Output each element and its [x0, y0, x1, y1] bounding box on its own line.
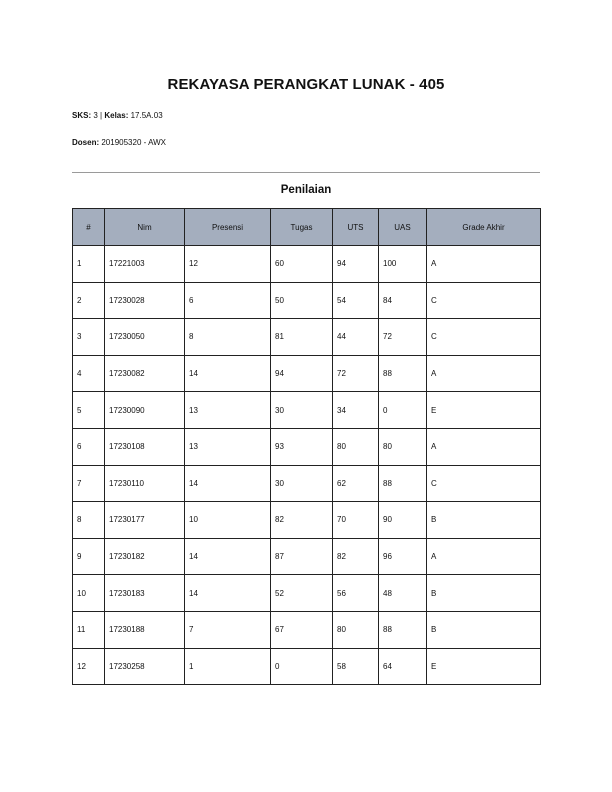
- tugas-cell: 67: [271, 611, 333, 648]
- grade-cell: A: [427, 538, 541, 575]
- uts-cell: 82: [333, 538, 379, 575]
- uas-cell: 100: [379, 246, 427, 283]
- presensi-cell: 8: [185, 319, 271, 356]
- tugas-cell: 82: [271, 502, 333, 539]
- uas-cell: 64: [379, 648, 427, 685]
- lecturer-meta: [72, 138, 166, 147]
- row-number: 5: [73, 392, 105, 429]
- table-row: [73, 428, 541, 465]
- nim-cell: 17230183: [105, 575, 185, 612]
- table-row: [73, 575, 541, 612]
- table-row: [73, 282, 541, 319]
- presensi-cell: 13: [185, 392, 271, 429]
- grade-cell: C: [427, 282, 541, 319]
- table-row: [73, 648, 541, 685]
- presensi-cell: 6: [185, 282, 271, 319]
- table-row: [73, 611, 541, 648]
- row-number: 10: [73, 575, 105, 612]
- presensi-cell: 13: [185, 428, 271, 465]
- dosen-value: 201905320 - AWX: [101, 138, 166, 147]
- grade-cell: A: [427, 355, 541, 392]
- nim-cell: 17230258: [105, 648, 185, 685]
- table-row: [73, 319, 541, 356]
- uts-cell: 62: [333, 465, 379, 502]
- nim-cell: 17221003: [105, 246, 185, 283]
- uas-cell: 72: [379, 319, 427, 356]
- table-header-row: [73, 209, 541, 246]
- kelas-value: 17.5A.03: [130, 111, 163, 120]
- header-grade-akhir: Grade Akhir: [427, 209, 541, 246]
- header-presensi: Presensi: [185, 209, 271, 246]
- presensi-cell: 12: [185, 246, 271, 283]
- table-row: [73, 246, 541, 283]
- kelas-label: Kelas:: [104, 111, 129, 120]
- presensi-cell: 14: [185, 465, 271, 502]
- sks-label: SKS:: [72, 111, 92, 120]
- header-tugas: Tugas: [271, 209, 333, 246]
- tugas-cell: 87: [271, 538, 333, 575]
- nim-cell: 17230082: [105, 355, 185, 392]
- header-uts: UTS: [333, 209, 379, 246]
- table-row: [73, 355, 541, 392]
- grade-cell: B: [427, 611, 541, 648]
- presensi-cell: 14: [185, 575, 271, 612]
- row-number: 12: [73, 648, 105, 685]
- table-row: [73, 502, 541, 539]
- tugas-cell: 93: [271, 428, 333, 465]
- row-number: 7: [73, 465, 105, 502]
- grade-cell: C: [427, 319, 541, 356]
- header-nim: Nim: [105, 209, 185, 246]
- uts-cell: 70: [333, 502, 379, 539]
- tugas-cell: 60: [271, 246, 333, 283]
- presensi-cell: 14: [185, 538, 271, 575]
- tugas-cell: 0: [271, 648, 333, 685]
- uts-cell: 72: [333, 355, 379, 392]
- row-number: 9: [73, 538, 105, 575]
- table-row: [73, 465, 541, 502]
- uts-cell: 34: [333, 392, 379, 429]
- grade-cell: B: [427, 502, 541, 539]
- uas-cell: 88: [379, 611, 427, 648]
- presensi-cell: 10: [185, 502, 271, 539]
- meta-separator: |: [100, 111, 103, 120]
- tugas-cell: 30: [271, 465, 333, 502]
- uts-cell: 58: [333, 648, 379, 685]
- uas-cell: 48: [379, 575, 427, 612]
- nim-cell: 17230028: [105, 282, 185, 319]
- course-meta: [72, 111, 163, 120]
- header-number: #: [73, 209, 105, 246]
- row-number: 8: [73, 502, 105, 539]
- uts-cell: 54: [333, 282, 379, 319]
- uas-cell: 80: [379, 428, 427, 465]
- nim-cell: 17230182: [105, 538, 185, 575]
- grade-cell: A: [427, 246, 541, 283]
- presensi-cell: 14: [185, 355, 271, 392]
- tugas-cell: 30: [271, 392, 333, 429]
- grade-cell: E: [427, 648, 541, 685]
- presensi-cell: 1: [185, 648, 271, 685]
- uts-cell: 94: [333, 246, 379, 283]
- grade-cell: A: [427, 428, 541, 465]
- uas-cell: 84: [379, 282, 427, 319]
- dosen-label: Dosen:: [72, 138, 100, 147]
- divider: [72, 172, 540, 173]
- uas-cell: 96: [379, 538, 427, 575]
- row-number: 2: [73, 282, 105, 319]
- grade-cell: E: [427, 392, 541, 429]
- row-number: 1: [73, 246, 105, 283]
- tugas-cell: 50: [271, 282, 333, 319]
- table-row: [73, 392, 541, 429]
- tugas-cell: 81: [271, 319, 333, 356]
- tugas-cell: 52: [271, 575, 333, 612]
- grades-table: [72, 208, 541, 685]
- section-title: Penilaian: [280, 184, 332, 196]
- uas-cell: 90: [379, 502, 427, 539]
- grade-cell: B: [427, 575, 541, 612]
- nim-cell: 17230090: [105, 392, 185, 429]
- presensi-cell: 7: [185, 611, 271, 648]
- row-number: 4: [73, 355, 105, 392]
- nim-cell: 17230050: [105, 319, 185, 356]
- grade-cell: C: [427, 465, 541, 502]
- table-body: [73, 246, 541, 685]
- nim-cell: 17230188: [105, 611, 185, 648]
- tugas-cell: 94: [271, 355, 333, 392]
- row-number: 6: [73, 428, 105, 465]
- table-row: [73, 538, 541, 575]
- row-number: 3: [73, 319, 105, 356]
- nim-cell: 17230108: [105, 428, 185, 465]
- header-uas: UAS: [379, 209, 427, 246]
- nim-cell: 17230177: [105, 502, 185, 539]
- uas-cell: 0: [379, 392, 427, 429]
- document-title: REKAYASA PERANGKAT LUNAK - 405: [167, 76, 445, 93]
- uts-cell: 56: [333, 575, 379, 612]
- row-number: 11: [73, 611, 105, 648]
- uts-cell: 44: [333, 319, 379, 356]
- uts-cell: 80: [333, 611, 379, 648]
- uts-cell: 80: [333, 428, 379, 465]
- uas-cell: 88: [379, 465, 427, 502]
- nim-cell: 17230110: [105, 465, 185, 502]
- sks-value: 3: [93, 111, 98, 120]
- uas-cell: 88: [379, 355, 427, 392]
